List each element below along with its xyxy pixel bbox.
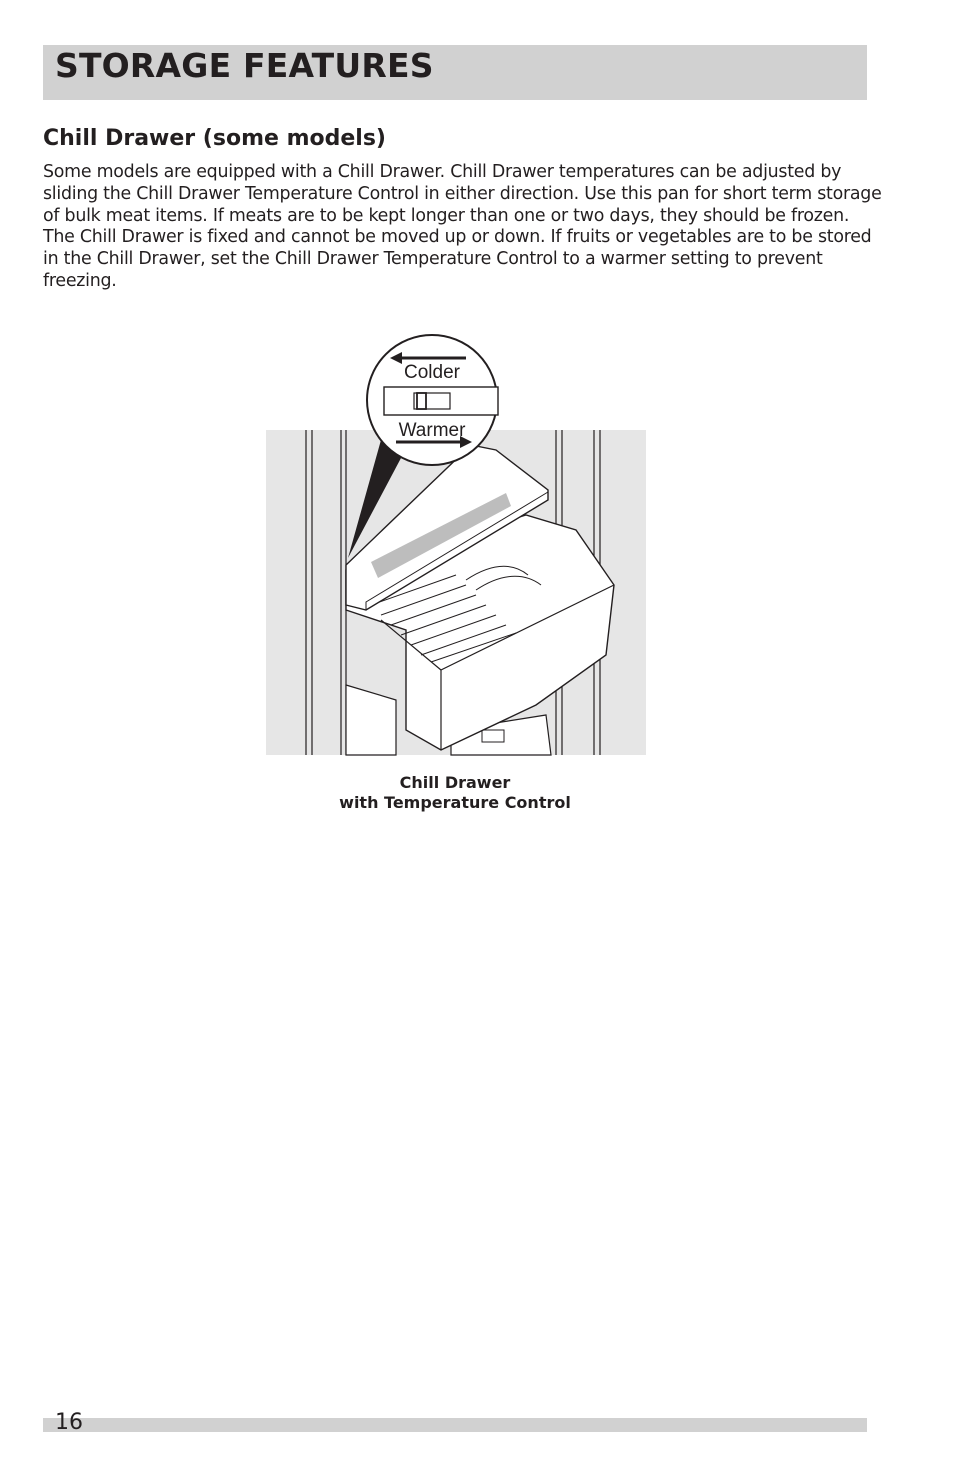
warmer-label: Warmer [398,420,466,441]
page-number: 16 [55,1410,83,1435]
page-title: STORAGE FEATURES [55,46,434,85]
section-heading: Chill Drawer (some models) [43,126,386,151]
caption-line-1: Chill Drawer [399,773,511,792]
figure-caption [255,773,655,813]
footer-bar [43,1418,867,1432]
caption-line-2: with Temperature Control [339,793,571,812]
temperature-slider-knob [417,393,426,409]
colder-label: Colder [404,362,460,383]
chill-drawer-illustration [266,330,646,760]
section-body-text: Some models are equipped with a Chill Drawer. Chill Drawer temperatures can be adjusted by sliding the Chill Drawer Temperature Control in either direction. Use this pan for short term storage of bulk meat items. If meats are to be kept longer than one or two days, they should be frozen. The Chill Drawer is fixed and cannot be moved up or down. If fruits or vegetables are to be stored in the Chill Drawer, set the Chill Drawer Temperature Control to a warmer setting to prevent freezing. [43,162,882,291]
header-bar [43,45,867,100]
